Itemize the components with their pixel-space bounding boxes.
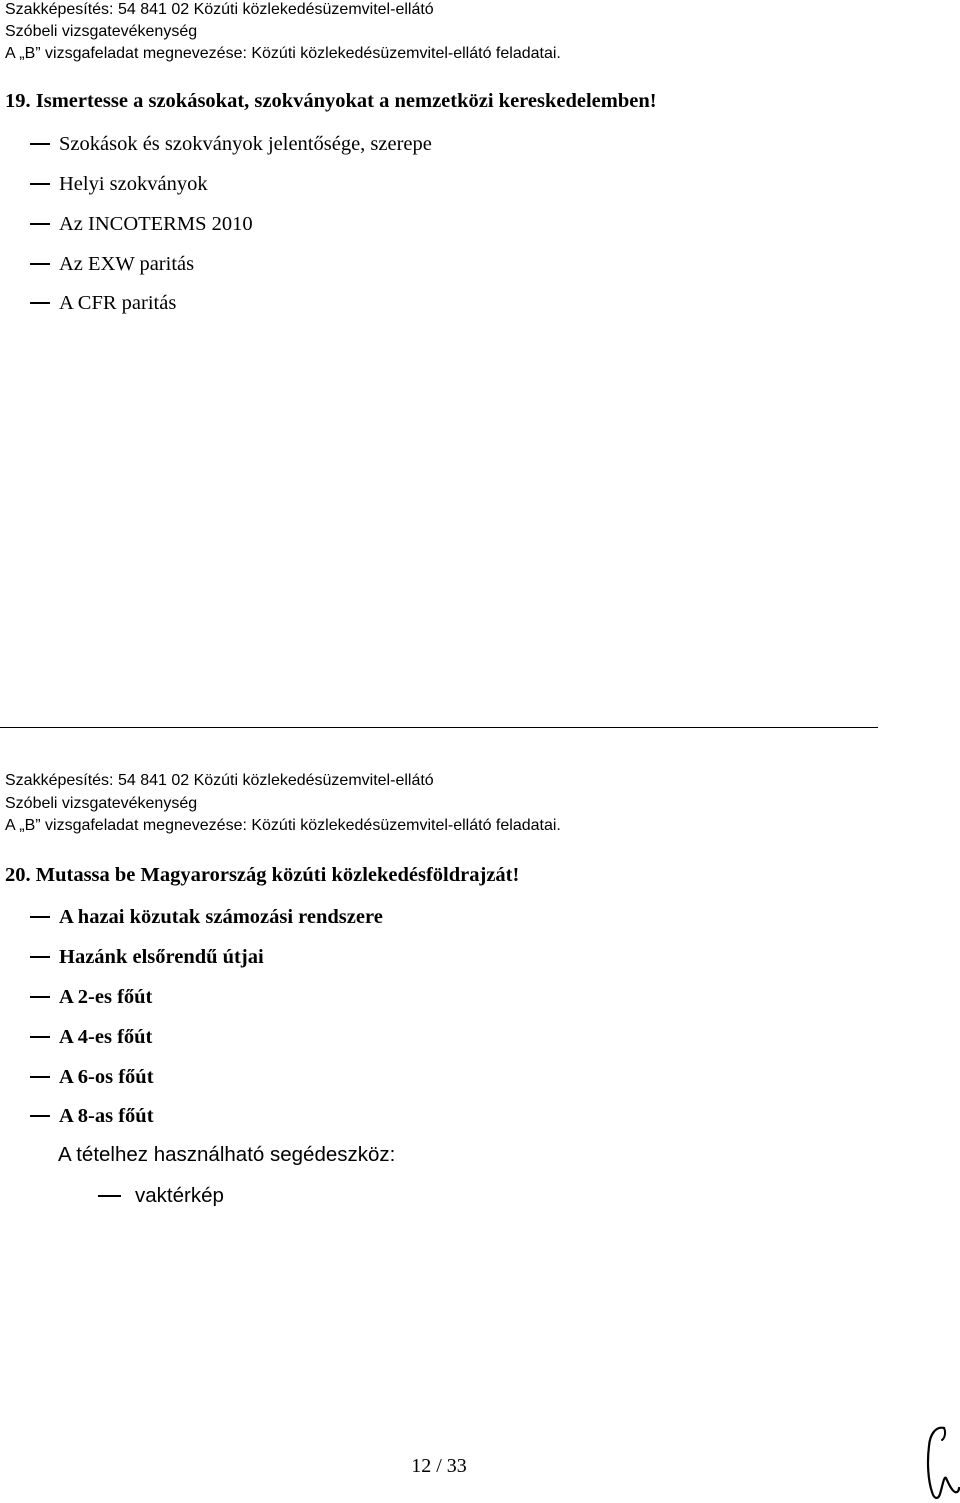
- list-item: Hazánk elsőrendű útjai: [30, 944, 264, 970]
- aid-item: vaktérkép: [98, 1183, 224, 1209]
- header-line-qualification: Szakképesítés: 54 841 02 Közúti közlekedésüzemvitel-ellátó: [5, 1, 434, 18]
- question-20-title: 20. Mutassa be Magyarország közúti közlekedésföldrajzát!: [5, 864, 520, 886]
- list-item: Az INCOTERMS 2010: [30, 211, 253, 237]
- list-item: Az EXW paritás: [30, 251, 194, 277]
- aids-title: A tételhez használható segédeszköz:: [58, 1143, 396, 1166]
- header-line-exam-type: Szóbeli vizsgatevékenység: [5, 795, 198, 812]
- dash-bullet-icon: [30, 1036, 50, 1038]
- header-line-task-name: A „B” vizsgafeladat megnevezése: Közúti közlekedésüzemvitel-ellátó feladatai.: [5, 817, 561, 834]
- dash-bullet-icon: [30, 143, 50, 145]
- header-line-task-name: A „B” vizsgafeladat megnevezése: Közúti közlekedésüzemvitel-ellátó feladatai.: [5, 45, 561, 62]
- signature-mark: [918, 1420, 960, 1503]
- list-item: Helyi szokványok: [30, 171, 208, 197]
- page-number: 12 / 33: [411, 1455, 467, 1477]
- list-item: A 6-os főút: [30, 1064, 154, 1090]
- list-item: A 8-as főút: [30, 1103, 154, 1129]
- dash-bullet-icon: [30, 302, 50, 304]
- dash-bullet-icon: [30, 223, 50, 225]
- dash-bullet-icon: [30, 263, 50, 265]
- list-item: A CFR paritás: [30, 290, 176, 316]
- dash-bullet-icon: [30, 1076, 50, 1078]
- page-divider: [0, 727, 878, 728]
- dash-bullet-icon: [30, 183, 50, 185]
- dash-bullet-icon: [30, 1115, 50, 1117]
- list-item: A hazai közutak számozási rendszere: [30, 904, 383, 930]
- dash-bullet-icon: [30, 956, 50, 958]
- header-line-exam-type: Szóbeli vizsgatevékenység: [5, 23, 198, 40]
- dash-bullet-icon: [30, 996, 50, 998]
- list-item: A 4-es főút: [30, 1024, 152, 1050]
- question-19-title: 19. Ismertesse a szokásokat, szokványokat a nemzetközi kereskedelemben!: [5, 90, 657, 112]
- dash-bullet-icon: [30, 916, 50, 918]
- dash-bullet-icon: [98, 1195, 121, 1197]
- header-line-qualification: Szakképesítés: 54 841 02 Közúti közlekedésüzemvitel-ellátó: [5, 772, 434, 789]
- list-item: A 2-es főút: [30, 984, 152, 1010]
- list-item: Szokások és szokványok jelentősége, szerepe: [30, 131, 432, 157]
